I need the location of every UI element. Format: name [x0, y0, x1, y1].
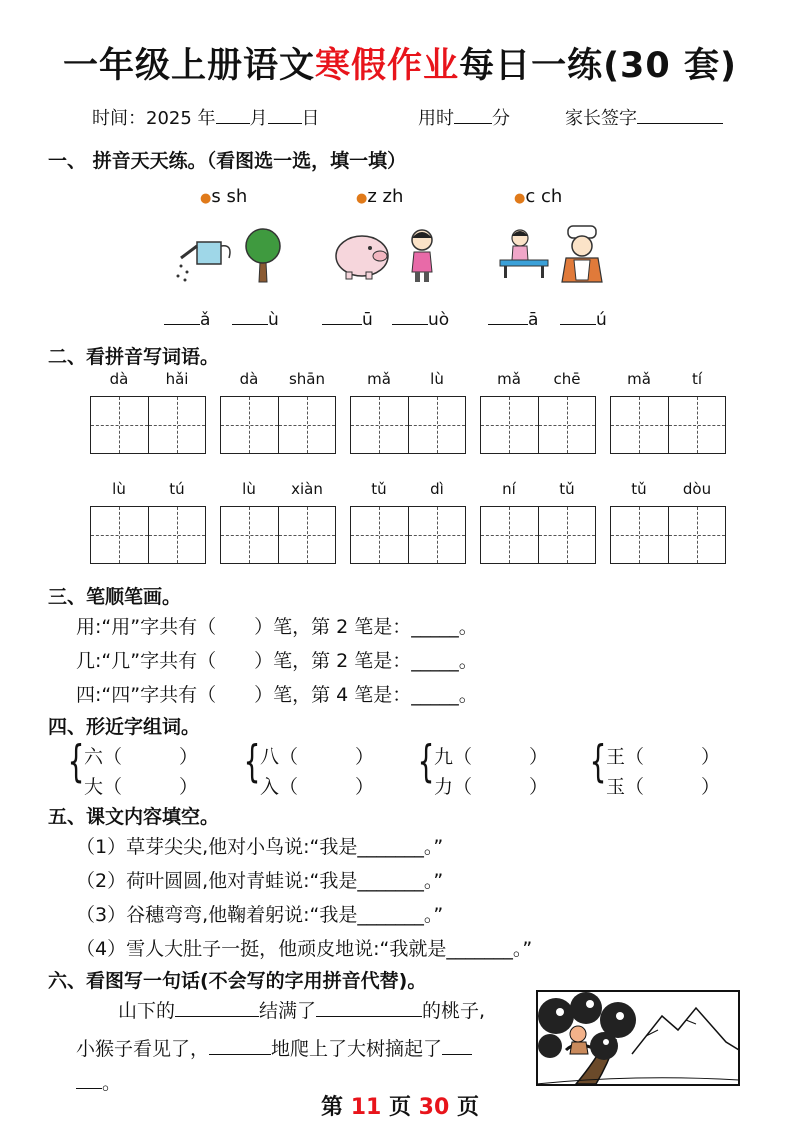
- title-part2-red: 寒假作业: [315, 46, 460, 86]
- brace: {: [589, 736, 607, 787]
- pinyin-label: tí: [691, 370, 703, 388]
- brace: {: [243, 736, 261, 787]
- pinyin-label: dì: [430, 480, 444, 498]
- apple-icon: ●: [514, 191, 526, 206]
- pinyin-row-1: [90, 370, 726, 388]
- similar-char-1b: 大（ ）: [84, 776, 199, 798]
- pinyin-label: tǔ: [371, 480, 387, 498]
- similar-char-3a: 九（ ）: [434, 746, 549, 768]
- month-blank[interactable]: [216, 107, 250, 124]
- sentence-blank[interactable]: [76, 1072, 102, 1089]
- total-page-number: 30: [418, 1095, 450, 1120]
- minutes-blank[interactable]: [454, 107, 492, 124]
- pinyin-answer-2a: ū: [322, 308, 373, 330]
- pinyin-label: mǎ: [497, 370, 521, 388]
- sentence-blank[interactable]: [175, 1000, 259, 1017]
- brace: {: [417, 736, 435, 787]
- girl-at-table-icon: [498, 226, 552, 280]
- pinyin-label: hǎi: [165, 370, 189, 388]
- girl-icon: [404, 226, 440, 284]
- pinyin-label: xiàn: [291, 480, 323, 498]
- pinyin-label: mǎ: [627, 370, 651, 388]
- pinyin-answer-1b: ù: [232, 308, 279, 330]
- pinyin-label: ní: [502, 480, 516, 498]
- pinyin-answer-2b: uò: [392, 308, 449, 330]
- pinyin-label: lù: [430, 370, 444, 388]
- write-sentence-line1: 山下的 结满了 的桃子,: [118, 1000, 486, 1022]
- similar-char-2a: 八（ ）: [260, 746, 375, 768]
- stroke-question-2: 几:“几”字共有（ ）笔，第 2 笔是：_____。: [76, 650, 478, 672]
- section1-title: 一、 拼音天天练。（看图选一选，填一填）: [48, 150, 407, 172]
- tianzige-box[interactable]: [480, 506, 596, 564]
- pinyin-options-1: ●s sh: [200, 186, 248, 207]
- sentence-blank[interactable]: [316, 1000, 422, 1017]
- pinyin-label: dòu: [682, 480, 712, 498]
- text-fill-3: （3）谷穗弯弯,他鞠着躬说:“我是_______。”: [76, 904, 444, 926]
- stroke-question-3: 四:“四”字共有（ ）笔，第 4 笔是：_____。: [76, 684, 478, 706]
- parent-sign-blank[interactable]: [637, 107, 723, 124]
- tianzige-box[interactable]: [350, 506, 466, 564]
- text-fill-1: （1）草芽尖尖,他对小鸟说:“我是_______。”: [76, 836, 444, 858]
- tianzige-box[interactable]: [220, 506, 336, 564]
- pinyin-label: chē: [553, 370, 581, 388]
- writing-grid-row-2: [90, 506, 726, 564]
- info-time: 时间：2025 年 月 日: [92, 108, 320, 129]
- pinyin-answer-3b: ú: [560, 308, 607, 330]
- similar-char-4a: 王（ ）: [606, 746, 721, 768]
- info-parent-sign: 家长签字: [565, 104, 723, 130]
- stroke-question-1: 用:“用”字共有（ ）笔，第 2 笔是：_____。: [76, 616, 478, 638]
- similar-char-1a: 六（ ）: [84, 746, 199, 768]
- day-blank[interactable]: [268, 107, 302, 124]
- pinyin-label: dà: [239, 370, 259, 388]
- similar-char-3b: 力（ ）: [434, 776, 549, 798]
- pinyin-label: tǔ: [631, 480, 647, 498]
- watering-can-icon: [175, 224, 245, 284]
- title-part3: 每日一练(30 套): [459, 46, 737, 86]
- write-sentence-line3: 。: [76, 1068, 121, 1095]
- section5-title: 五、课文内容填空。: [48, 806, 220, 828]
- title-part1: 一年级上册语文: [63, 46, 316, 86]
- section4-title: 四、形近字组词。: [48, 716, 201, 738]
- apple-icon: ●: [200, 191, 212, 206]
- tianzige-box[interactable]: [220, 396, 336, 454]
- page-footer: 第 11 页 30 页: [321, 1095, 479, 1120]
- write-sentence-line2: 小猴子看见了， 地爬上了大树摘起了: [76, 1034, 472, 1061]
- similar-char-2b: 入（ ）: [260, 776, 375, 798]
- pig-icon: [332, 228, 394, 280]
- pinyin-label: tǔ: [559, 480, 575, 498]
- page-title: [0, 38, 800, 88]
- pinyin-label: shān: [288, 370, 326, 388]
- tianzige-box[interactable]: [350, 396, 466, 454]
- section2-title: 二、看拼音写词语。: [48, 346, 220, 368]
- tree-icon: [242, 226, 284, 284]
- pinyin-label: mǎ: [367, 370, 391, 388]
- tianzige-box[interactable]: [610, 506, 726, 564]
- pinyin-row-2: [90, 480, 726, 498]
- section3-title: 三、笔顺笔画。: [48, 586, 182, 608]
- info-used-time: 用时 分: [418, 108, 510, 129]
- similar-char-4b: 玉（ ）: [606, 776, 721, 798]
- apple-icon: ●: [356, 191, 368, 206]
- current-page-number: 11: [350, 1095, 382, 1120]
- writing-grid-row-1: [90, 396, 726, 454]
- pinyin-answer-3a: ā: [488, 308, 538, 330]
- text-fill-4: （4）雪人大肚子一挺，他顽皮地说:“我就是_______。”: [76, 938, 533, 960]
- sentence-blank[interactable]: [209, 1038, 271, 1055]
- pinyin-label: lù: [242, 480, 256, 498]
- tianzige-box[interactable]: [90, 396, 206, 454]
- brace: {: [67, 736, 85, 787]
- pinyin-options-2: ●z zh: [356, 186, 404, 207]
- pinyin-answer-1a: ǎ: [164, 308, 210, 330]
- monkey-peach-tree-picture: [536, 990, 740, 1086]
- tianzige-box[interactable]: [480, 396, 596, 454]
- text-fill-2: （2）荷叶圆圆,他对青蛙说:“我是_______。”: [76, 870, 444, 892]
- tianzige-box[interactable]: [90, 506, 206, 564]
- sentence-blank[interactable]: [442, 1038, 472, 1055]
- section6-title: 六、看图写一句话(不会写的字用拼音代替)。: [48, 970, 427, 992]
- tianzige-box[interactable]: [610, 396, 726, 454]
- pinyin-options-3: ●c ch: [514, 186, 563, 207]
- pinyin-label: dà: [109, 370, 129, 388]
- chef-icon: [556, 224, 610, 284]
- pinyin-label: lù: [112, 480, 126, 498]
- pinyin-label: tú: [169, 480, 185, 498]
